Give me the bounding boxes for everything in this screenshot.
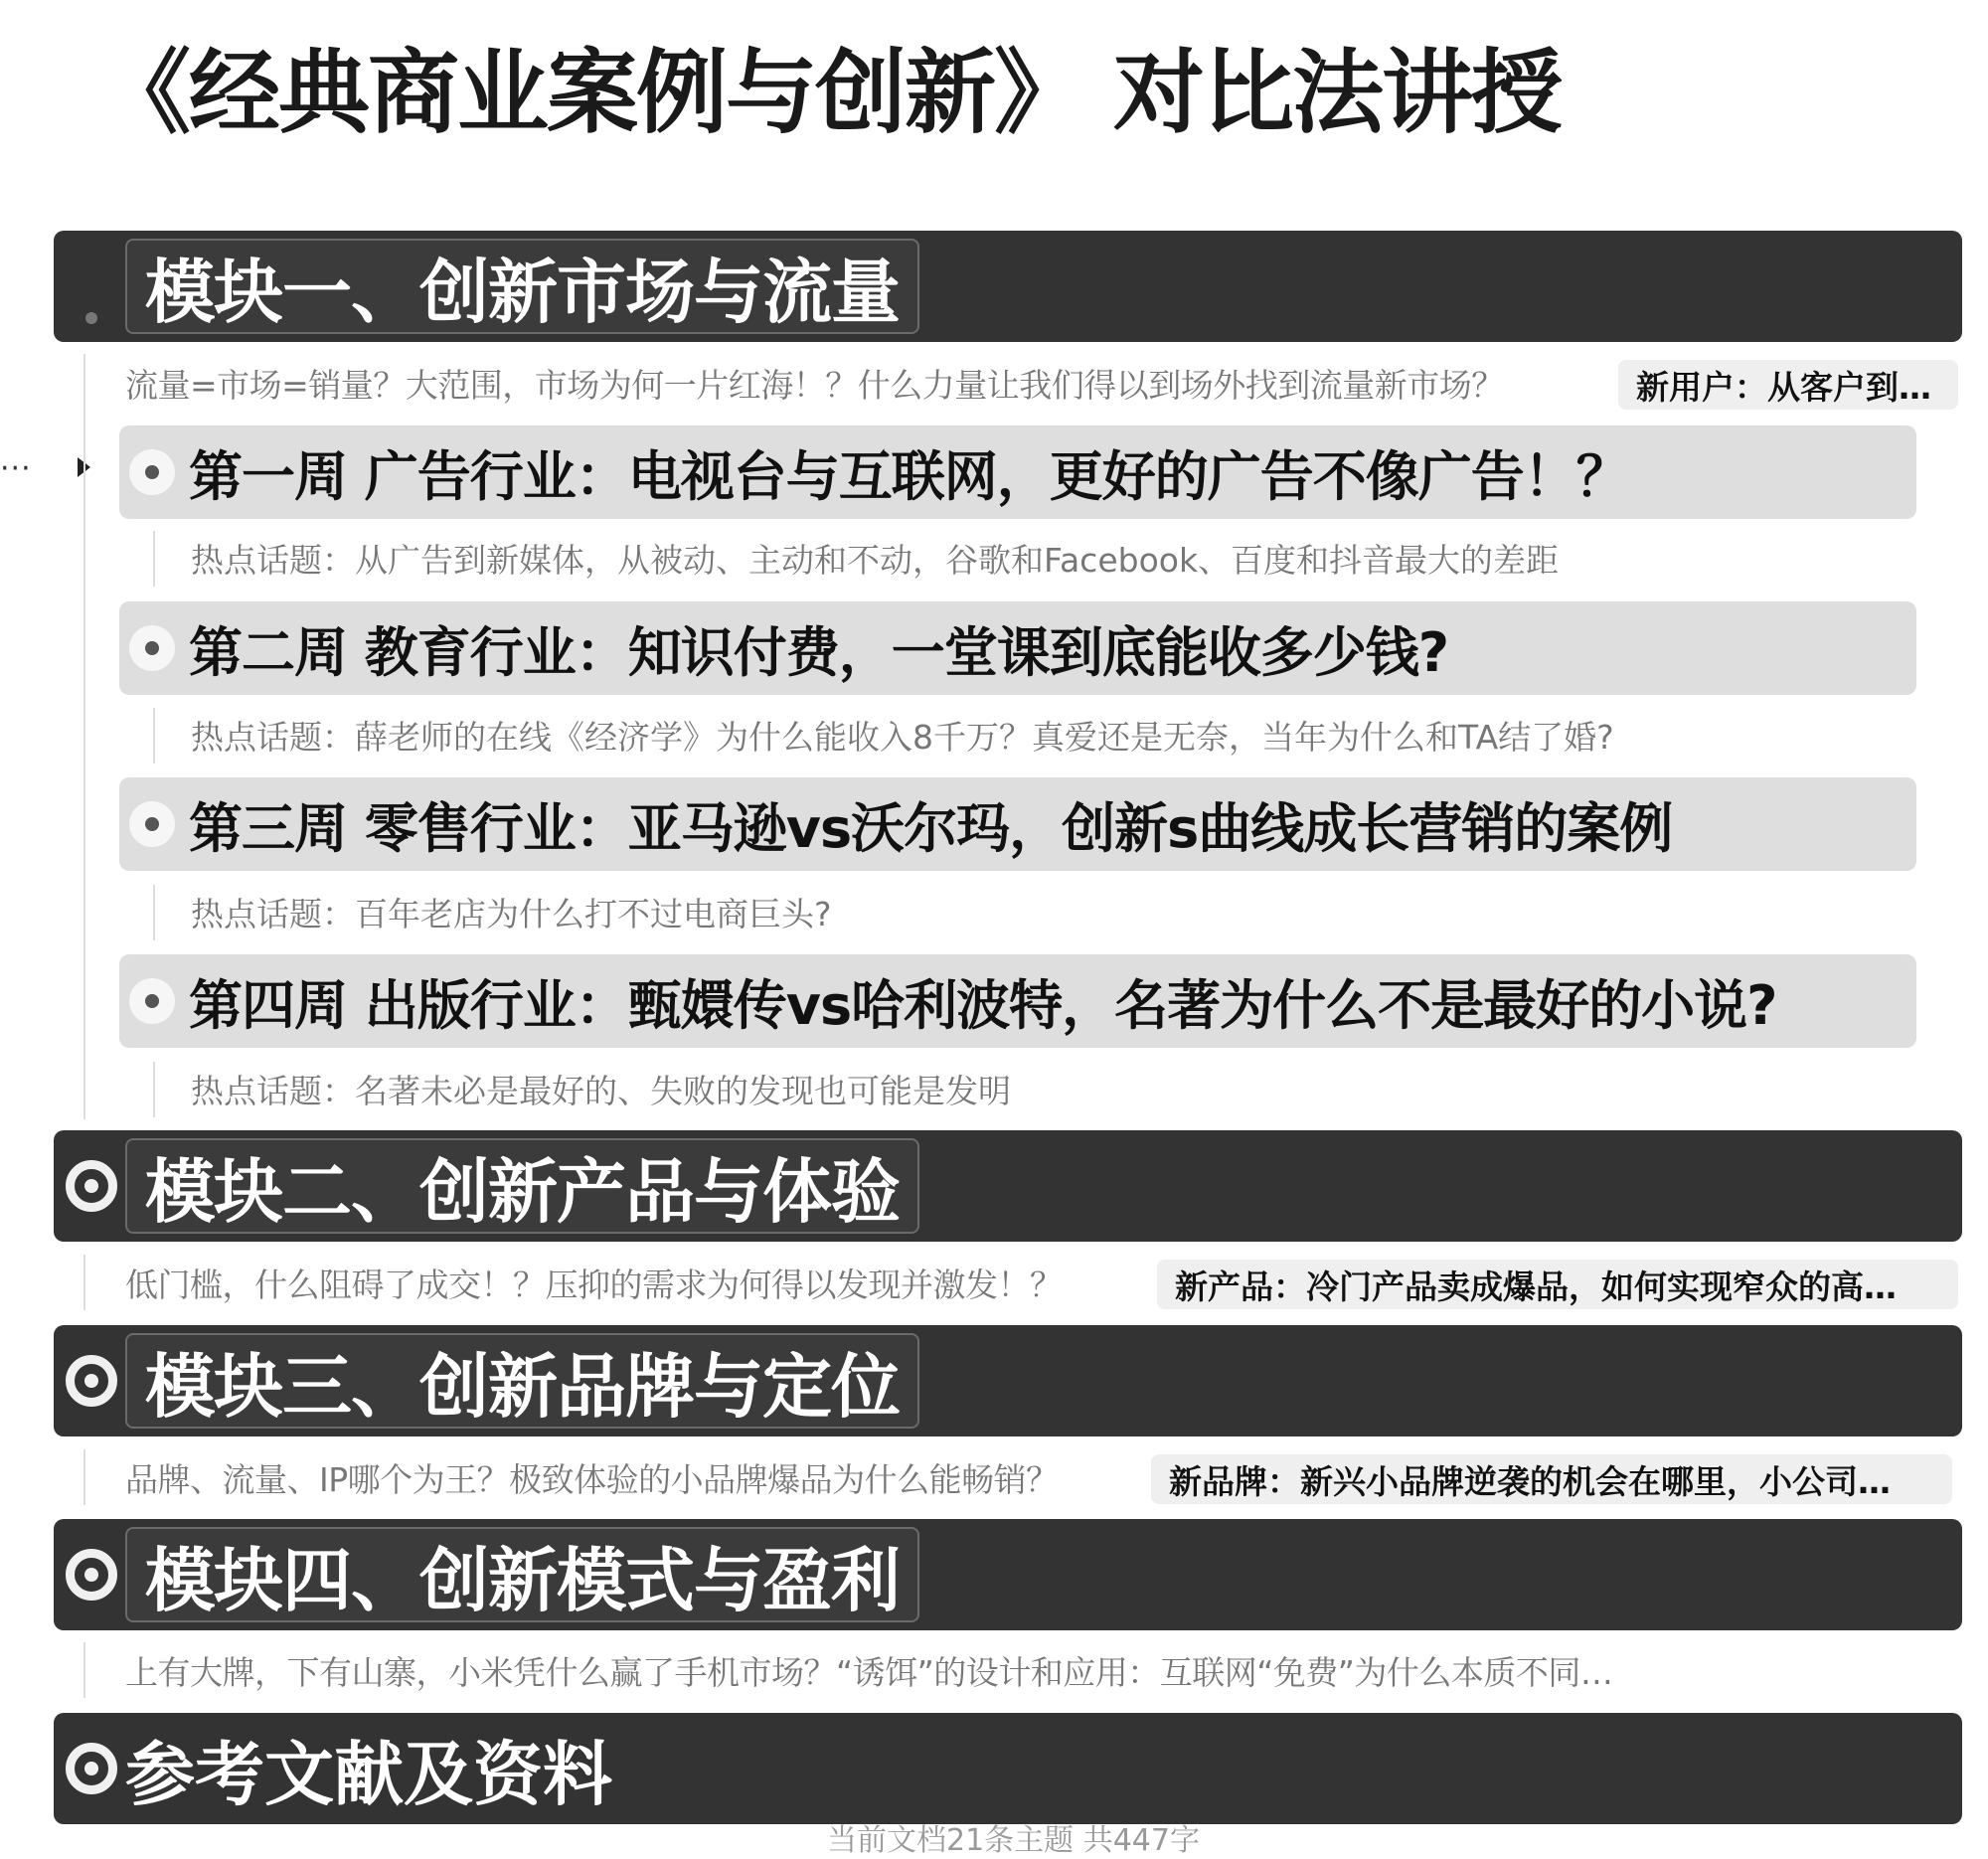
- module-summary-tag[interactable]: 新产品：冷门产品卖成爆品，如何实现窄众的高…: [1157, 1260, 1958, 1309]
- module-topic-1[interactable]: [54, 231, 1962, 342]
- week-label: 第四周 出版行业：甄嬛传vs哈利波特，名著为什么不是最好的小说?: [189, 973, 1777, 1037]
- module-label: 模块二、创新产品与体验: [145, 1150, 900, 1233]
- week-label: 第二周 教育行业：知识付费，一堂课到底能收多少钱?: [189, 620, 1449, 684]
- bullet-circle-icon[interactable]: [129, 978, 175, 1024]
- bullet-circle-icon[interactable]: [66, 1160, 117, 1212]
- outline-guide-line: [153, 885, 155, 940]
- document-title[interactable]: 《经典商业案例与创新》 对比法讲授: [99, 40, 1562, 146]
- module-topic-references[interactable]: [54, 1713, 1962, 1824]
- outline-guide-line: [83, 1255, 85, 1310]
- module-label: 模块三、创新品牌与定位: [145, 1345, 900, 1428]
- week-topic-4[interactable]: [119, 954, 1916, 1048]
- bullet-circle-icon[interactable]: [66, 1355, 117, 1407]
- document-status: 当前文档21条主题 共447字: [827, 1823, 1200, 1858]
- module-topic-2[interactable]: [54, 1130, 1962, 1242]
- bullet-circle-icon[interactable]: [129, 625, 175, 671]
- outline-guide-line: [153, 708, 155, 763]
- module-label: 模块四、创新模式与盈利: [145, 1539, 900, 1621]
- hot-topic-note[interactable]: 热点话题：薛老师的在线《经济学》为什么能收入8千万？真爱还是无奈，当年为什么和TA结了婚?: [191, 717, 1614, 757]
- module-note[interactable]: 低门槛，什么阻碍了成交！？压抑的需求为何得以发现并激发！？: [125, 1265, 1063, 1304]
- module-label-box[interactable]: [125, 1527, 919, 1622]
- outline-guide-line: [83, 354, 85, 1119]
- week-topic-2[interactable]: [119, 601, 1916, 695]
- module-note[interactable]: 品牌、流量、IP哪个为王？极致体验的小品牌爆品为什么能畅销？: [125, 1459, 1059, 1499]
- module-label: 参考文献及资料: [125, 1733, 612, 1815]
- week-topic-3[interactable]: [119, 777, 1916, 871]
- hot-topic-note[interactable]: 热点话题：从广告到新媒体，从被动、主动和不动，谷歌和Facebook、百度和抖音最大的差距: [191, 540, 1560, 580]
- outline-guide-line: [153, 1062, 155, 1117]
- module-topic-3[interactable]: [54, 1325, 1962, 1436]
- outline-guide-line: [83, 1642, 85, 1698]
- hot-topic-note[interactable]: 热点话题：名著未必是最好的、失败的发现也可能是发明: [191, 1071, 1011, 1110]
- bullet-circle-icon[interactable]: [66, 1743, 117, 1794]
- week-topic-1[interactable]: [119, 425, 1916, 519]
- module-label-box[interactable]: [125, 1333, 919, 1429]
- module-label: 模块一、创新市场与流量: [145, 251, 900, 333]
- module-summary-tag[interactable]: 新用户：从客户到…: [1618, 360, 1958, 410]
- module-label-box[interactable]: [125, 1138, 919, 1234]
- module-topic-4[interactable]: [54, 1519, 1962, 1630]
- bullet-circle-icon[interactable]: [129, 801, 175, 847]
- module-note[interactable]: 上有大牌，下有山寨，小米凭什么赢了手机市场？“诱饵”的设计和应用：互联网“免费”为什么本质不同…: [125, 1652, 1613, 1692]
- module-note[interactable]: 流量=市场=销量？大范围，市场为何一片红海！？什么力量让我们得以到场外找到流量新市场？: [125, 365, 1504, 405]
- bullet-circle-icon[interactable]: [129, 449, 175, 495]
- outline-guide-line: [83, 1449, 85, 1505]
- bullet-circle-icon[interactable]: [66, 1549, 117, 1601]
- week-label: 第一周 广告行业：电视台与互联网，更好的广告不像广告！？: [189, 444, 1629, 508]
- module-summary-tag[interactable]: 新品牌：新兴小品牌逆袭的机会在哪里，小公司…: [1151, 1454, 1952, 1504]
- more-options-handle[interactable]: ···: [0, 451, 32, 486]
- outline-guide-line: [153, 531, 155, 587]
- hot-topic-note[interactable]: 热点话题：百年老店为什么打不过电商巨头?: [191, 894, 832, 933]
- week-label: 第三周 零售行业：亚马逊vs沃尔玛，创新s曲线成长营销的案例: [189, 796, 1673, 860]
- module-label-box[interactable]: [125, 239, 919, 334]
- collapsed-bullet-icon[interactable]: [66, 260, 117, 312]
